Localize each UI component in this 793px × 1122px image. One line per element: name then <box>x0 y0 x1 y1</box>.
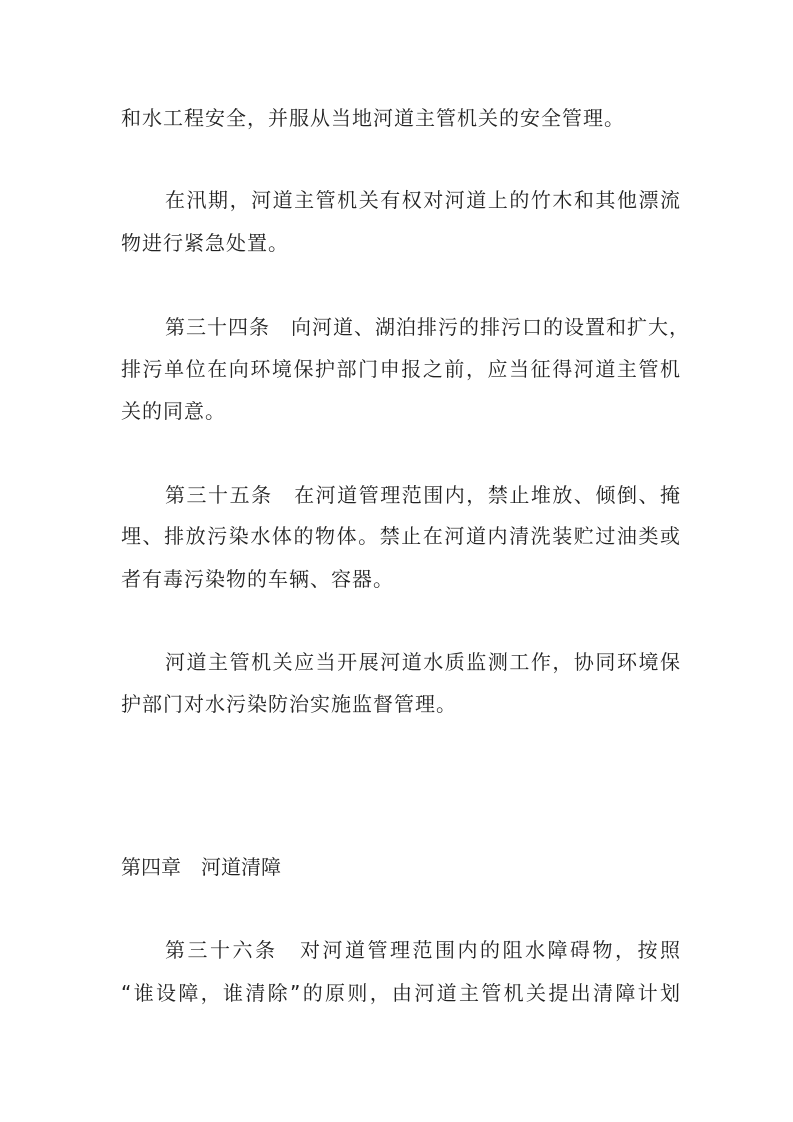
article-36-line: 第三十六条 对河道管理范围内的阻水障碍物，按照 <box>165 938 681 962</box>
article-34-line: 关的同意。 <box>121 399 226 423</box>
article-35-line: 埋、排放污染水体的物体。禁止在河道内清洗装贮过油类或 <box>121 524 681 548</box>
article-35-line: 者有毒污染物的车辆、容器。 <box>121 567 394 591</box>
paragraph-line: 和水工程安全，并服从当地河道主管机关的安全管理。 <box>121 106 625 130</box>
paragraph-line: 在汛期，河道主管机关有权对河道上的竹木和其他漂流 <box>165 188 681 212</box>
paragraph-line: 护部门对水污染防治实施监督管理。 <box>121 692 457 716</box>
article-35-line: 第三十五条 在河道管理范围内，禁止堆放、倾倒、掩 <box>165 483 681 507</box>
paragraph-line: 河道主管机关应当开展河道水质监测工作，协同环境保 <box>165 650 681 674</box>
article-34-line: 排污单位在向环境保护部门申报之前，应当征得河道主管机 <box>121 357 681 381</box>
article-36-line: “谁设障，谁清除”的原则，由河道主管机关提出清障计划 <box>121 981 681 1005</box>
paragraph-line: 物进行紧急处置。 <box>121 231 289 255</box>
chapter-heading: 第四章 河道清障 <box>121 855 281 879</box>
article-34-line: 第三十四条 向河道、湖泊排污的排污口的设置和扩大， <box>165 315 690 339</box>
